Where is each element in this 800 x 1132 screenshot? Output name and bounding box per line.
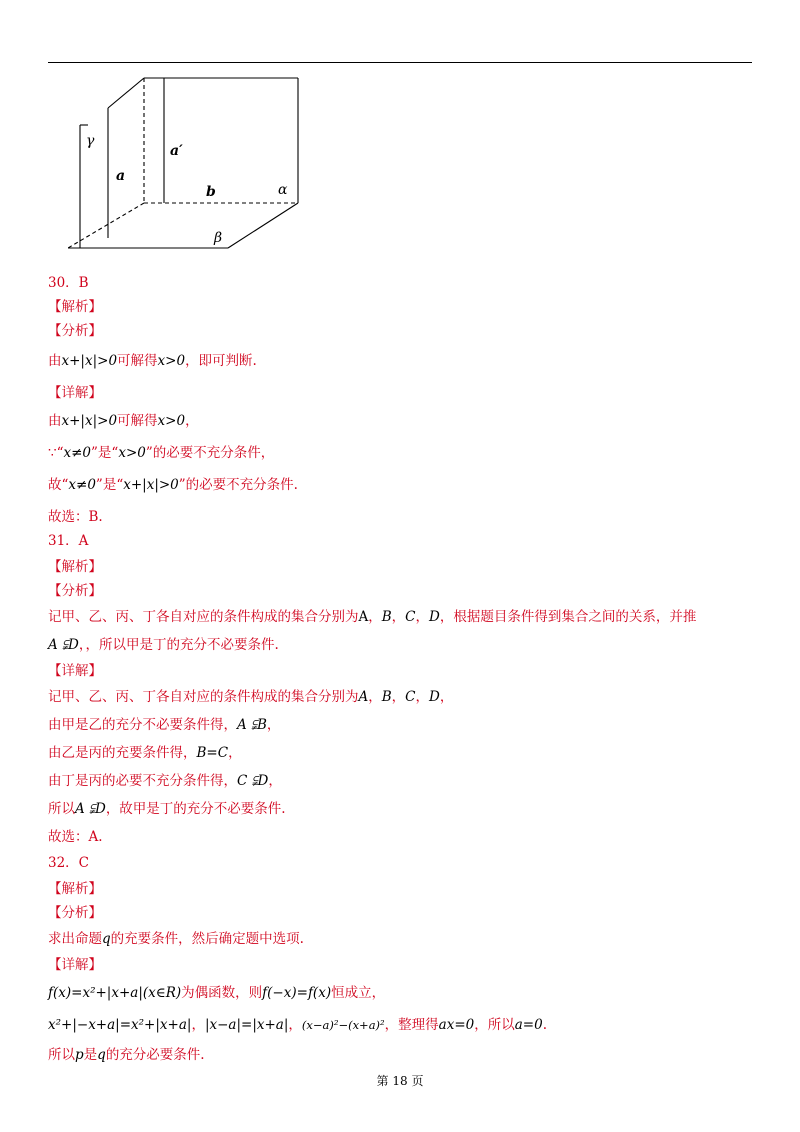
q31-fenxi: 【分析】: [48, 583, 102, 599]
label-alpha: α: [278, 182, 288, 198]
q32-detail-line3: 所以p是q的充分必要条件.: [48, 1047, 205, 1063]
label-b: b: [206, 184, 216, 200]
q31-answer: 故选：A.: [48, 829, 103, 845]
q31-head: 31．A: [48, 533, 89, 549]
geometry-figure: [60, 70, 320, 260]
q32-detail-line1: f(x)=x²+|x+a|(x∈R)为偶函数，则f(−x)=f(x)恒成立，: [48, 985, 386, 1001]
q31-detail-line3: 由乙是丙的充要条件得，B=C，: [48, 745, 242, 761]
q31-jiexi: 【解析】: [48, 559, 102, 575]
q31-detail-line5: 所以A ⫋D，故甲是丁的充分不必要条件.: [48, 801, 286, 817]
q30-answer: 故选：B.: [48, 509, 103, 525]
q31-detail-line2: 由甲是乙的充分不必要条件得，A ⫋B，: [48, 717, 281, 733]
q30-xiangjie: 【详解】: [48, 385, 102, 401]
q31-detail-line4: 由丁是丙的必要不充分条件得，C ⫋D，: [48, 773, 282, 789]
q32-detail-line2: x²+|−x+a|=x²+|x+a|，|x−a|=|x+a|，(x−a)²−(x+a)²，整理得ax=0，所以a=0.: [48, 1017, 547, 1033]
q31-detail-line1: 记甲、乙、丙、丁各自对应的条件构成的集合分别为A，B，C，D，: [48, 689, 454, 705]
q30-jiexi: 【解析】: [48, 299, 102, 315]
header-rule: [48, 62, 752, 63]
q32-jiexi: 【解析】: [48, 881, 102, 897]
q30-head: 30．B: [48, 275, 89, 291]
q30-fenxi: 【分析】: [48, 323, 102, 339]
q30-line3: 故“x≠0”是“x+|x|>0”的必要不充分条件.: [48, 477, 298, 493]
q32-xiangjie: 【详解】: [48, 957, 102, 973]
q30-line1: 由x+|x|>0可解得x>0，: [48, 413, 199, 429]
label-a: a: [116, 168, 126, 184]
q32-head: 32．C: [48, 855, 90, 871]
q32-fenxi-text: 求出命题q的充要条件，然后确定题中选项.: [48, 931, 304, 947]
q30-fenxi-text: 由x+|x|>0可解得x>0，即可判断.: [48, 353, 257, 369]
q32-fenxi: 【分析】: [48, 905, 102, 921]
q30-line2: ∵“x≠0”是“x>0”的必要不充分条件，: [48, 445, 275, 461]
q31-fenxi-line1: 记甲、乙、丙、丁各自对应的条件构成的集合分别为A，B，C，D，根据题目条件得到集合之间的关系，并推: [48, 609, 697, 625]
q31-fenxi-line2: A ⫋D，，所以甲是丁的充分不必要条件.: [48, 637, 279, 653]
q31-xiangjie: 【详解】: [48, 663, 102, 679]
label-gamma: γ: [86, 133, 95, 149]
label-beta: β: [214, 230, 223, 246]
page-number: 第 18 页: [376, 1074, 424, 1088]
label-a-prime: a′: [170, 143, 183, 159]
